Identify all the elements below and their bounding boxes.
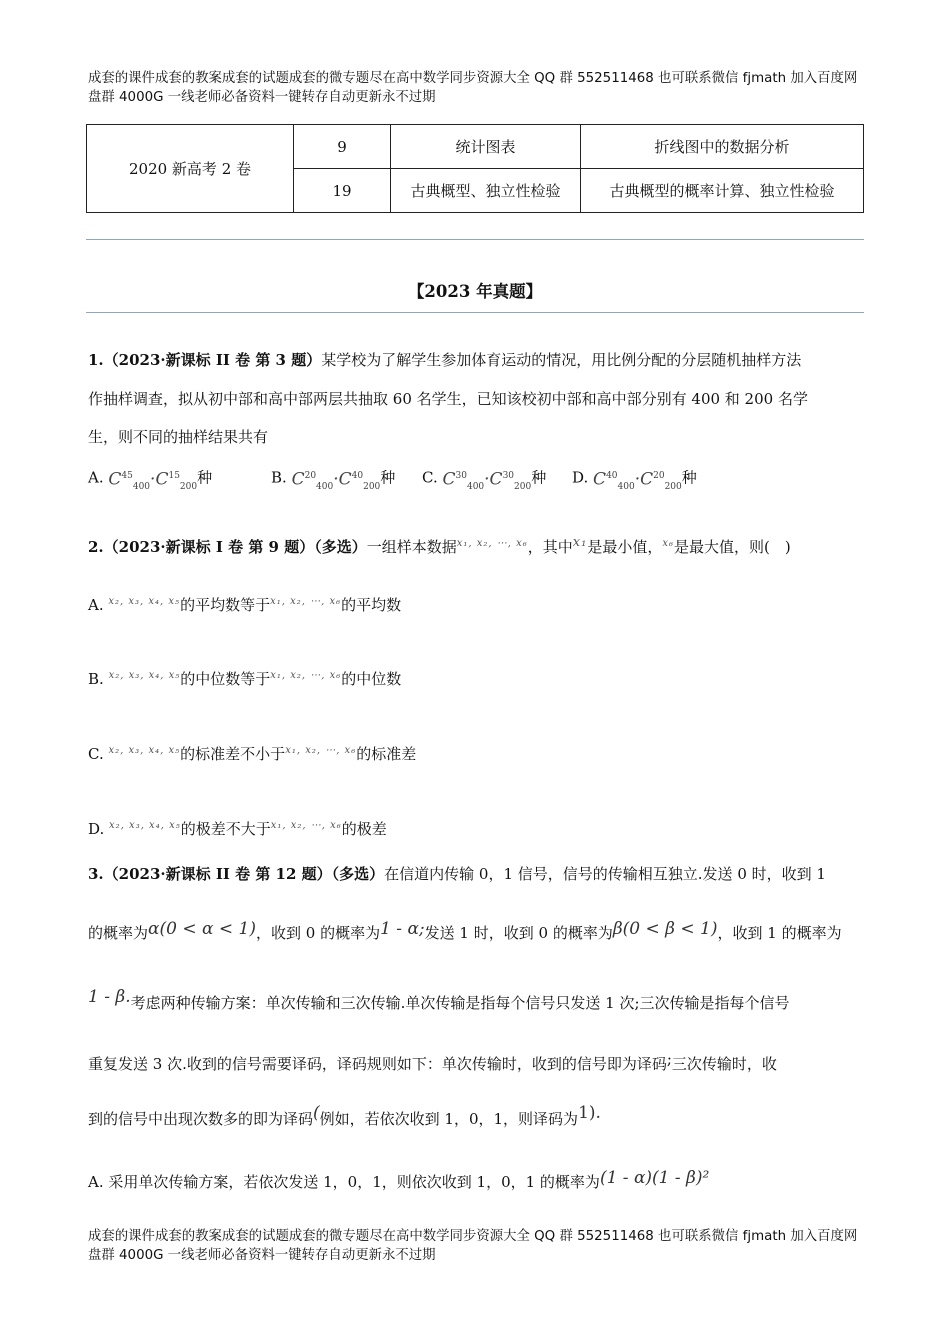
detail-cell: 折线图中的数据分析 <box>581 125 864 169</box>
option-text: 的中位数 <box>341 670 402 688</box>
math-expression: x₂, x₃, x₄, x₅ <box>108 596 181 607</box>
math-expression: x₁, x₂, ⋯, x₆ <box>270 670 342 681</box>
question-2-text: 是最大值，则( ) <box>673 538 791 556</box>
question-1-line-1 <box>88 350 864 370</box>
option-text: 的标准差 <box>356 745 417 763</box>
math-expression: 1). <box>578 1103 601 1123</box>
question-3-line-5 <box>88 1100 864 1132</box>
combination-expression: $C^{20}_{400}\cdot C^{40}_{200}$ <box>291 469 381 493</box>
math-expression: x₁ <box>572 535 588 550</box>
question-1-option-c <box>422 466 572 497</box>
question-2-text: 一组样本数据 <box>366 538 457 556</box>
combination-expression: $C^{45}_{400}\cdot C^{15}_{200}$ <box>108 469 198 493</box>
option-label: C. <box>422 468 438 487</box>
divider <box>86 239 864 240</box>
question-3-line-4 <box>88 1049 864 1074</box>
option-label: A. <box>88 596 104 614</box>
question-2-text: ，其中 <box>527 538 573 556</box>
question-1-option-b <box>271 466 421 497</box>
question-1-line-3: 生，则不同的抽样结果共有 <box>88 428 269 446</box>
math-expression: x₁, x₂, ⋯, x₆ <box>285 745 357 756</box>
question-3-text: 考虑两种传输方案：单次传输和三次传输.单次传输是指每个信号只发送 1 次;三次传输是指每个信号 <box>130 994 790 1012</box>
math-expression: x₆ <box>662 538 674 549</box>
question-3-text: 三次传输时，收 <box>671 1055 777 1073</box>
exam-topic-table <box>86 124 864 213</box>
divider <box>86 312 864 313</box>
math-expression: (1 - α)(1 - β)² <box>599 1168 710 1188</box>
option-text: 的平均数 <box>341 596 402 614</box>
question-1-source: 1.（2023·新课标 II 卷 第 3 题） <box>88 351 322 369</box>
question-3-line-1 <box>88 864 864 884</box>
option-unit: 种 <box>380 468 396 487</box>
footer-banner: 成套的课件成套的教案成套的试题成套的微专题尽在高中数学同步资源大全 QQ 群 552511468 也可联系微信 fjmath 加入百度网盘群 4000G 一线老师必备资料一键转存自动更新永不过期 <box>88 1229 858 1263</box>
math-expression: x₂, x₃, x₄, x₅ <box>108 670 181 681</box>
question-3-text: 发送 1 时，收到 0 的概率为 <box>424 924 613 942</box>
option-text: A. 采用单次传输方案，若依次发送 1，0，1，则依次收到 1，0，1 的概率为 <box>88 1173 600 1191</box>
question-2-text: 是最小值， <box>587 538 663 556</box>
question-3-text: 到的信号中出现次数多的即为译码 <box>88 1110 314 1128</box>
math-expression: α(0 < α < 1) <box>148 919 256 939</box>
option-text: 的极差 <box>341 820 387 838</box>
question-number-cell: 9 <box>294 125 391 169</box>
section-title: 【2023 年真题】 <box>407 282 543 301</box>
option-label: D. <box>88 820 105 838</box>
math-expression: x₂, x₃, x₄, x₅ <box>109 820 181 831</box>
math-expression: β(0 < β < 1) <box>612 919 718 939</box>
math-expression: x₁, x₂, ⋯, x₆ <box>270 596 342 607</box>
question-3-source: 3.（2023·新课标 II 卷 第 12 题）（多选） <box>88 865 385 883</box>
question-number-cell: 19 <box>294 169 391 213</box>
option-label: B. <box>88 670 104 688</box>
option-label: B. <box>271 468 287 487</box>
option-unit: 种 <box>531 468 547 487</box>
question-2-line-1 <box>88 533 864 557</box>
exam-cell: 2020 新高考 2 卷 <box>87 125 294 213</box>
option-label: D. <box>572 468 589 487</box>
question-3-text: 在信道内传输 0，1 信号，信号的传输相互独立.发送 0 时，收到 1 <box>384 865 826 883</box>
math-expression: 1 - β. <box>88 987 131 1007</box>
table-row <box>87 125 864 169</box>
math-expression: x₁, x₂, ⋯, x₆ <box>456 538 528 549</box>
topic-cell: 统计图表 <box>391 125 581 169</box>
question-3-text: 的概率为 <box>88 924 149 942</box>
question-2-option-d <box>88 816 864 839</box>
option-text: 的平均数等于 <box>180 596 271 614</box>
math-expression: 1 - α; <box>380 919 425 939</box>
question-3-text: ，收到 0 的概率为 <box>255 924 381 942</box>
question-2-option-a <box>88 592 864 615</box>
question-1-option-d <box>572 466 722 497</box>
question-2-option-c <box>88 741 864 764</box>
math-expression: x₂, x₃, x₄, x₅ <box>108 745 181 756</box>
combination-expression: $C^{30}_{400}\cdot C^{30}_{200}$ <box>442 469 532 493</box>
question-3-text: 例如，若依次收到 1，0，1，则译码为 <box>319 1110 579 1128</box>
question-3-text: ，收到 1 的概率为 <box>717 924 842 942</box>
detail-cell: 古典概型的概率计算、独立性检验 <box>581 169 864 213</box>
combination-expression: $C^{40}_{400}\cdot C^{20}_{200}$ <box>593 469 682 493</box>
header-banner: 成套的课件成套的教案成套的试题成套的微专题尽在高中数学同步资源大全 QQ 群 552511468 也可联系微信 fjmath 加入百度网盘群 4000G 一线老师必备资料一键转存自动更新永不过期 <box>88 71 858 105</box>
question-3-text: 重复发送 3 次.收到的信号需要译码，译码规则如下：单次传输时，收到的信号即为译码 <box>88 1055 667 1073</box>
question-2-source: 2.（2023·新课标 I 卷 第 9 题）（多选） <box>88 538 367 556</box>
question-1-line-2: 作抽样调查，拟从初中部和高中部两层共抽取 60 名学生，已知该校初中部和高中部分别有 400 和 200 名学 <box>88 390 808 408</box>
option-text: 的中位数等于 <box>180 670 271 688</box>
option-unit: 种 <box>681 468 697 487</box>
option-text: 的标准差不小于 <box>180 745 286 763</box>
option-text: 的极差不大于 <box>180 820 271 838</box>
question-3-line-3 <box>88 985 864 1015</box>
option-label: C. <box>88 745 104 763</box>
math-expression: x₁, x₂, ⋯, x₆ <box>270 820 342 831</box>
question-3-line-2 <box>88 915 864 947</box>
option-unit: 种 <box>197 468 213 487</box>
question-3-text: ; <box>666 1050 672 1068</box>
topic-cell: 古典概型、独立性检验 <box>391 169 581 213</box>
option-label: A. <box>88 468 104 487</box>
question-3-option-a <box>88 1165 864 1195</box>
question-1-text: 某学校为了解学生参加体育运动的情况，用比例分配的分层随机抽样方法 <box>321 351 802 369</box>
math-expression: ( <box>313 1103 320 1123</box>
question-2-option-b <box>88 666 864 689</box>
